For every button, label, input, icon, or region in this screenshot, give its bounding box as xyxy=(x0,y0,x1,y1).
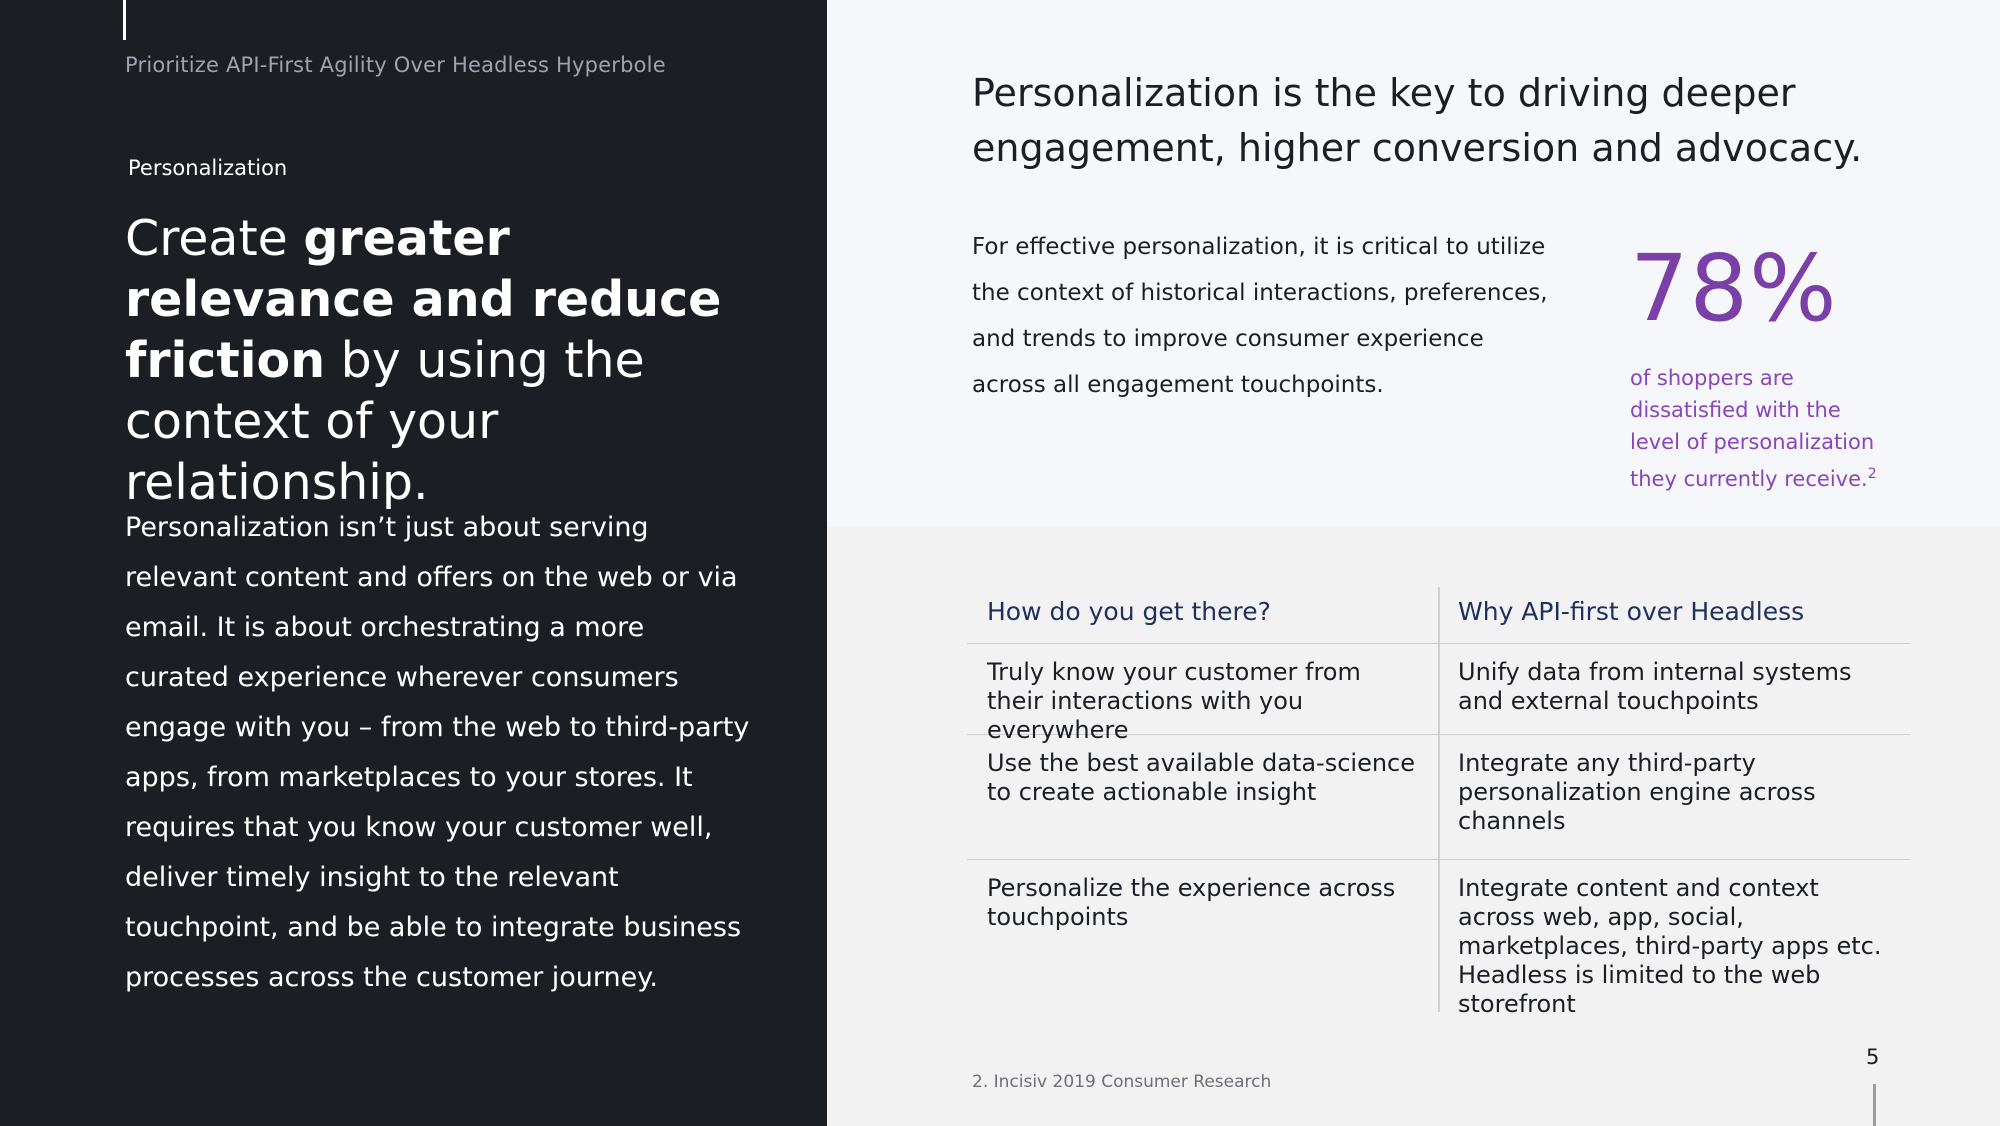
table-header-cell: Why API-first over Headless xyxy=(1458,597,1805,626)
tagline: Personalization is the key to driving deeper engagement, higher conversion and advocacy. xyxy=(972,71,1863,170)
page-number-rule xyxy=(1873,1084,1876,1126)
left-panel xyxy=(0,0,827,1126)
comparison-table xyxy=(967,587,1910,1018)
footnote-reference: 2 xyxy=(1867,466,1877,482)
stat-number: 78% xyxy=(1630,235,1838,342)
top-accent-rule xyxy=(123,0,126,40)
table-header-cell: How do you get there? xyxy=(987,597,1271,626)
table-row xyxy=(967,735,1910,860)
body-paragraph: Personalization isn’t just about serving relevant content and offers on the web or via email. It is about orchestrating a more curated experience wherever consumers engage with you – from the web to third-party apps, from marketplaces to your stores. It requires that you know your customer well, deliver timely insight to the relevant touchpoint, and be able to integrate business processes across the customer journey. xyxy=(125,512,750,993)
headline-emphasis: greater relevance and reduce friction xyxy=(125,210,722,389)
page-number: 5 xyxy=(1866,1045,1880,1069)
table-cell: Integrate any third-party personalization engine across channels xyxy=(1458,749,1816,835)
table-header-row xyxy=(967,587,1910,644)
headline-part-1: Create xyxy=(125,210,304,267)
table-cell: Truly know your customer from their interactions with you everywhere xyxy=(987,658,1361,744)
context-paragraph: For effective personalization, it is critical to utilize the context of historical interactions, preferences, and trends to improve consumer experience across all engagement touchpoints. xyxy=(972,234,1548,398)
table-cell: Integrate content and context across web, app, social, marketplaces, third-party apps etc. Headless is limited to the web storefront xyxy=(1458,874,1882,1018)
table-cell: Use the best available data-science to create actionable insight xyxy=(987,749,1416,806)
headline-part-2: by using the context of your relationship. xyxy=(125,332,645,511)
table-row xyxy=(967,860,1910,1018)
table-row xyxy=(967,644,1910,744)
section-label: Personalization xyxy=(128,156,288,180)
table-cell: Personalize the experience across touchpoints xyxy=(987,874,1396,931)
stat-caption xyxy=(1630,362,1880,495)
stat-caption-text: of shoppers are dissatisfied with the level of personalization they currently receive. xyxy=(1630,366,1875,491)
document-title: Prioritize API-First Agility Over Headless Hyperbole xyxy=(125,53,666,77)
headline xyxy=(125,208,765,513)
footnote: 2. Incisiv 2019 Consumer Research xyxy=(972,1072,1272,1092)
table-cell: Unify data from internal systems and external touchpoints xyxy=(1458,658,1852,715)
